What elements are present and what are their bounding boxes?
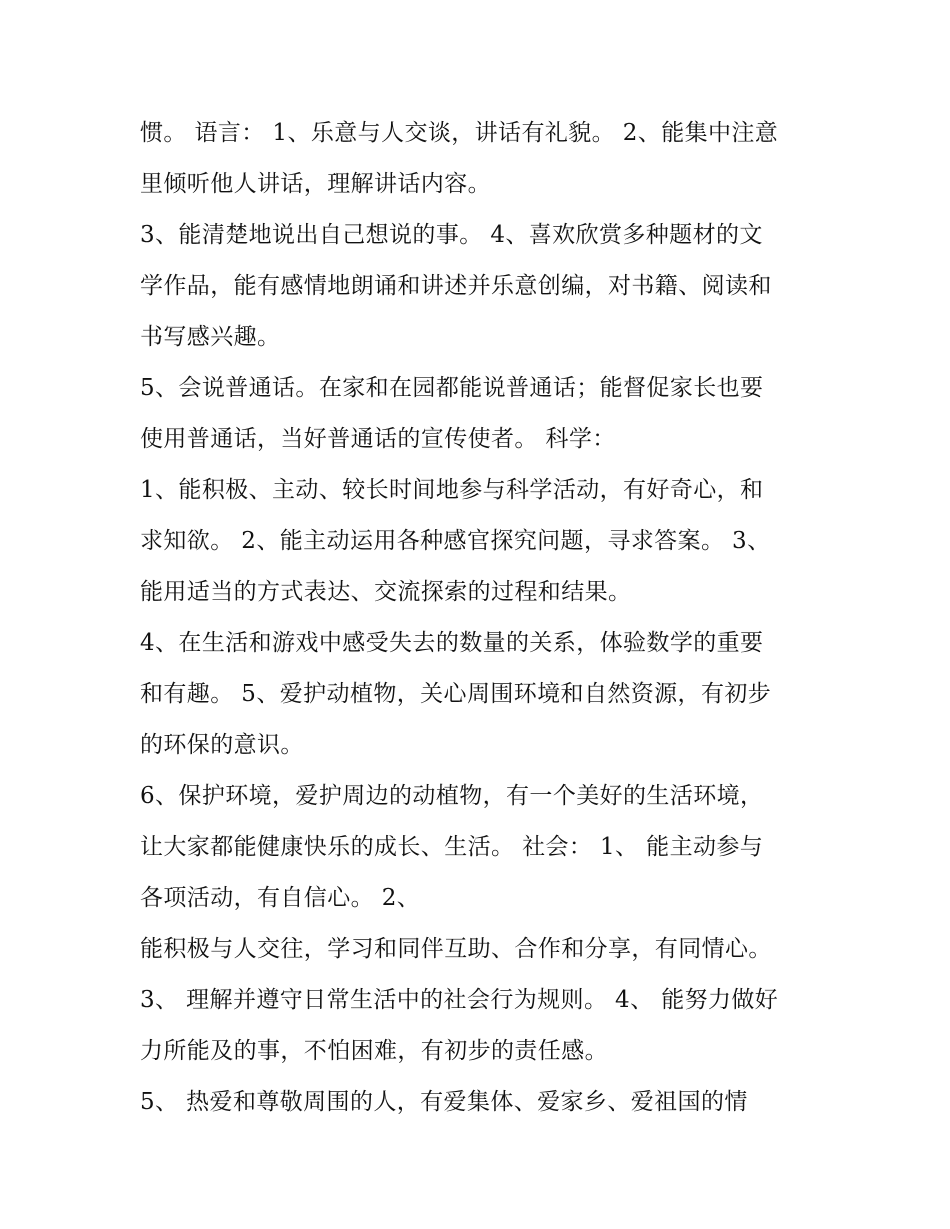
text-line-11: 4、在生活和游戏中感受失去的数量的关系，体验数学的重要	[140, 630, 764, 656]
text-line-7: 使用普通话，当好普通话的宣传使者。 科学：	[140, 426, 616, 452]
text-line-16: 各项活动，有自信心。 2、	[140, 885, 421, 911]
text-line-20: 5、 热爱和尊敬周围的人，有爱集体、爱家乡、爱祖国的情	[140, 1089, 748, 1115]
text-line-18: 3、 理解并遵守日常生活中的社会行为规则。 4、 能努力做好	[140, 987, 779, 1013]
text-line-5: 书写感兴趣。	[140, 324, 281, 350]
text-line-13: 的环保的意识。	[140, 732, 304, 758]
text-line-2: 里倾听他人讲话，理解讲话内容。	[140, 171, 491, 197]
text-line-19: 力所能及的事，不怕困难，有初步的责任感。	[140, 1038, 608, 1064]
text-line-9: 求知欲。 2、能主动运用各种感官探究问题，寻求答案。 3、	[140, 528, 771, 554]
text-line-1: 惯。 语言： 1、乐意与人交谈，讲话有礼貌。 2、能集中注意	[140, 120, 779, 146]
text-line-14: 6、保护环境，爱护周边的动植物，有一个美好的生活环境，	[140, 783, 764, 809]
text-line-6: 5、会说普通话。在家和在园都能说普通话；能督促家长也要	[140, 375, 764, 401]
text-line-8: 1、能积极、主动、较长时间地参与科学活动，有好奇心，和	[140, 477, 764, 503]
text-line-12: 和有趣。 5、爱护动植物，关心周围环境和自然资源，有初步	[140, 681, 772, 707]
text-line-10: 能用适当的方式表达、交流探索的过程和结果。	[140, 579, 632, 605]
document-body	[140, 108, 830, 1128]
text-line-4: 学作品，能有感情地朗诵和讲述并乐意创编，对书籍、阅读和	[140, 273, 772, 299]
text-line-15: 让大家都能健康快乐的成长、生活。 社会： 1、 能主动参与	[140, 834, 764, 860]
text-line-17: 能积极与人交往，学习和同伴互助、合作和分享，有同情心。	[140, 936, 772, 962]
text-line-3: 3、能清楚地说出自己想说的事。 4、喜欢欣赏多种题材的文	[140, 222, 763, 248]
